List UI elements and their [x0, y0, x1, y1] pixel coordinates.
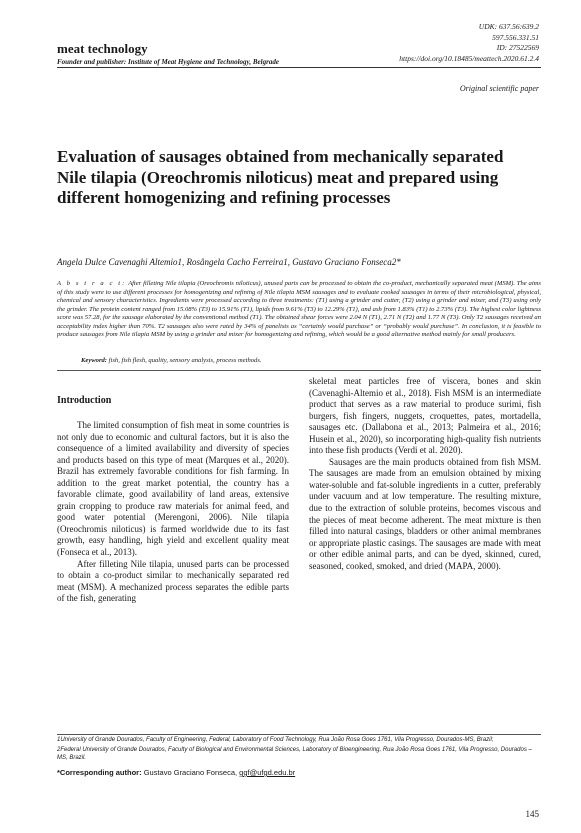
header-divider — [57, 67, 541, 68]
author-list: Angela Dulce Cavenaghi Altemio1, Rosângela Cacho Ferreira1, Gustavo Graciano Fonseca2* — [57, 257, 401, 267]
abstract-divider — [57, 370, 541, 371]
article-title: Evaluation of sausages obtained from mechanically separated Nile tilapia (Oreochromis niloticus) meat and prepared using different homogenizing and refining processes — [57, 147, 504, 207]
section-heading: Introduction — [57, 395, 112, 406]
udc-line: 597.556.331.51 — [492, 32, 539, 42]
footnote: 1University of Grande Dourados, Faculty of Engineering, Federal, Laboratory of Food Technology, Rua João Rosa Goes 1761, Vila Progresso, Dourados-MS, Brazil; — [57, 737, 494, 743]
footnote-divider — [57, 734, 541, 735]
udc-block — [399, 22, 539, 64]
footnotes — [57, 737, 541, 764]
corresponding-name: Gustavo Graciano Fonseca, — [143, 768, 238, 777]
abstract-label: A b s t r a c t: — [57, 280, 127, 287]
paragraph: After filleting Nile tilapia, unused parts can be processed to obtain a co-product similar to mechanically separated red meat (MSM). A mechanized process separates the edible parts of the fish, generating — [57, 558, 289, 604]
abstract-text: After filleting Nile tilapia (Oreochromis niloticus), unused parts can be processed to obtain the co-product, mechanically separated meat (MSM). The aims of this study were to use different processes for homogenizing and refining of Nile tilapia MSM sausages and to evaluate cooked sausages in terms of their microbiological, physical, chemical and sensory characteristics. Ingredients were processed according to three treatments: (T1) using a grinder and cutter, (T2) using a grinder and mixer, and (T3) using only the grinder. The protein content ranged from 15.08% (T3) to 15.91% (T1), lipids from 9.61% (T3) to 12.29% (T1), and ash from 1.83% (T1) to 2.73% (T3). The highest color lightness score was 57.28, for the sausage elaborated by the conventional method (T1). The obtained shear forces were 2.04 N (T1), 2.71 N (T2) and 1.77 N (T3). Only T2 sausages received an acceptability index higher than 70%. T2 sausages also were rated by 34% of panelists as “certainly would purchase” or “probably would purchase”. In conclusion, it is feasible to produce sausages from Nile tilapia MSM by using a grinder and mixer for homogenizing and refining, which would be a good alternative method mainly for small producers. — [57, 280, 541, 339]
article-type: Original scientific paper — [459, 84, 539, 93]
corresponding-author — [57, 768, 295, 777]
id-line: ID: 27522569 — [496, 43, 539, 52]
corresponding-label: *Corresponding author: — [57, 768, 142, 777]
email-link[interactable]: ggf@ufgd.edu.br — [239, 768, 296, 777]
keywords-label: Keyword: — [81, 357, 108, 364]
publisher-line: Founder and publisher: Institute of Meat Hygiene and Technology, Belgrade — [57, 58, 279, 66]
udc-line: UDK: 637.56:639.2 — [478, 22, 539, 31]
left-column — [57, 420, 289, 605]
paragraph: The limited consumption of fish meat in some countries is not only due to economic and cultural factors, but it is also the consequence of a limited availability and diversity of species and products based on this type of meat (Marques et al., 2020). Brazil has extremely favorable conditions for fish farming. In addition to the great market potential, the country has a favorable climate, good availability of land areas, extensive grain cropping to produce raw materials for animal feed, and good water potential (Merengoni, 2006). Nile tilapia (Oreochromis niloticus) is farmed worldwide due to its fast growth, easy handling, high yield and excellent quality meat (Fonseca et al., 2013). — [57, 420, 289, 558]
doi-link[interactable]: https://doi.org/10.18485/meattech.2020.61.2.4 — [399, 53, 539, 63]
page-number: 145 — [525, 809, 539, 819]
keywords-text: fish, fish flesh, quality, sensory analysis, process methods. — [108, 357, 262, 364]
abstract — [57, 280, 541, 340]
right-column — [309, 376, 541, 572]
keywords — [81, 357, 541, 364]
paragraph: skeletal meat particles free of viscera, bones and skin (Cavenaghi-Altemio et al., 2018). Fish MSM is an intermediate product that serves as a raw material to produce surimi, fish burgers, fish fingers, nuggets, croquettes, pates, mortadella, sausages etc. (Dallabona et al., 2013; Palmeira et al., 2016; Husein et al., 2020), so incorporating high-quality fish nutrients into these fish products (Verdi et al. 2020). — [309, 376, 541, 456]
paragraph: Sausages are the main products obtained from fish MSM. The sausages are made from an emulsion obtained by mixing water-soluble and fat-soluble ingredients in a cutter, preferably under vacuum and at low temperature. The resulting mixture, due to the extraction of soluble proteins, becomes viscous and the pieces of meat become adherent. The meat mixture is then filled into natural casings, bladders or other animal membranes or appropriate plastic casings. The sausages are made with meat or other edible animal parts, and can be dyed, skinned, cured, seasoned, cooked, smoked, and dried (MAPA, 2000). — [309, 456, 541, 571]
journal-name: meat technology — [57, 41, 148, 56]
footnote: 2Federal University of Grande Dourados, Faculty of Biological and Environmental Sciences, Laboratory of Bioengineering, Rua João Rosa Goes 1761, Vila Progresso, Dourados – MS, Brazil. — [57, 746, 532, 761]
